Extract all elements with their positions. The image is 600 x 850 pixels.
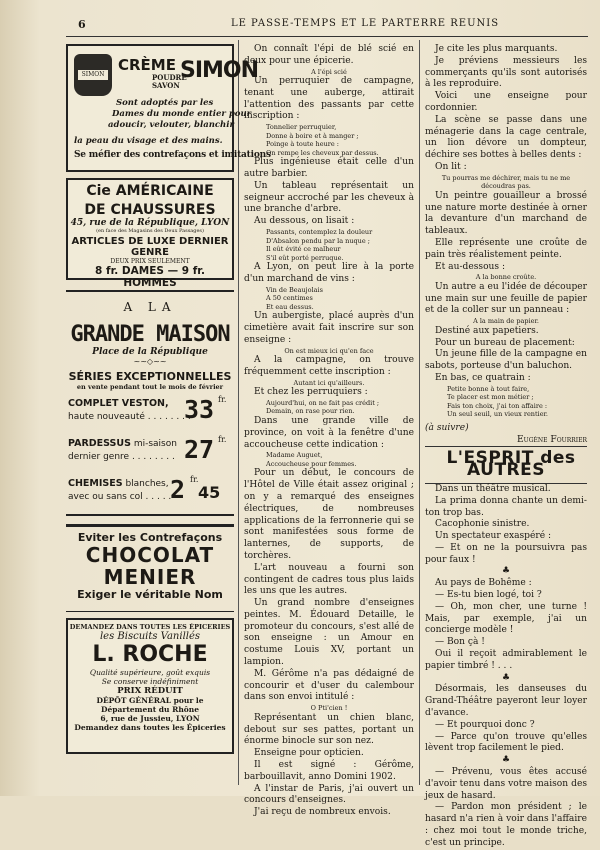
price-cents: 45: [198, 483, 221, 502]
ad-subnote: (en face des Magasins des Deux Passages): [96, 228, 204, 234]
quoted-sign: On est mieux ici qu'en face: [284, 346, 374, 355]
column-divider: [419, 40, 420, 785]
page-header: [0, 18, 600, 34]
ad-qualite: Qualité supérieure, goût exquis: [89, 668, 211, 677]
paragraph: Elle représente une croûte de pain très réalistement peinte.: [425, 237, 587, 260]
ad-place: Place de la République: [92, 347, 208, 357]
quoted-sign: Tu pourras me déchirer, mais tu ne me découdras pas.: [441, 173, 571, 191]
ad-chocolat: CHOCOLAT: [85, 543, 215, 567]
paragraph: Un peintre gouailleur a brossé une nature morte destinée à orner la devanture d'un marchand de tableaux.: [425, 190, 587, 237]
ad-text: Dames du monde entier pour: [112, 109, 252, 119]
paragraph: Et au-dessous :: [435, 261, 506, 272]
ad-simon-brand: SIMON: [180, 58, 259, 83]
ad-entree: en vente pendant tout le mois de février: [76, 383, 224, 391]
paragraph: On lit :: [435, 161, 467, 172]
paragraph: Désormais, les danseuses du Grand-Théâtre payeront leur loyer d'avance.: [425, 684, 587, 719]
paragraph: Un jeune fille de la campagne en sabots, porteuse d'un baluchon.: [425, 349, 587, 372]
paragraph: Pour un bureau de placement:: [435, 337, 575, 348]
verse-quote: Vin de Beaujolais A 50 centimes Et eau dessus.: [266, 285, 323, 311]
paragraph: Plus ingénieuse était celle d'un autre barbier.: [244, 157, 414, 180]
paragraph: A la campagne, on trouve fréquemment cette inscription :: [244, 355, 414, 377]
paragraph: Voici une enseigne pour cordonnier.: [425, 91, 587, 113]
paragraph: Un spectateur exaspéré :: [435, 531, 552, 542]
paragraph: En bas, ce quatrain :: [435, 372, 531, 383]
ad-roche: [66, 618, 234, 754]
verse-quote: Passants, contemplez la douleur D'Absalon pendu par la nuque ; Il eût évité ce malheur S'il eût porté perruque.: [266, 228, 373, 262]
paragraph: Dans une grande ville de province, on voit à la fenêtre d'une accoucheuse cette indication :: [244, 415, 414, 450]
ad-prix: PRIX RÉDUIT: [117, 686, 183, 696]
price-item-sub: avec ou sans col . . . . .: [68, 492, 172, 502]
paragraph: J'ai reçu de nombreux envois.: [254, 807, 391, 818]
quoted-sign: A la bonne croûte.: [475, 273, 537, 282]
page-number: 6: [78, 18, 86, 31]
ad-text: adoucir, velouter, blanchir: [108, 120, 234, 130]
price-unit: fr.: [218, 395, 227, 404]
article-column-1: [244, 44, 414, 819]
paragraph: Au dessous, on lisait :: [254, 216, 355, 227]
paragraph: Représentant un chien blanc, debout sur ses pattes, portant un énorme binocle sur son nez.: [244, 712, 414, 747]
ad-conserve: Se conserve indéfiniment: [101, 677, 199, 686]
separator-icon: ♣: [501, 755, 511, 766]
ad-address: 6, rue de Jussieu, LYON: [100, 714, 200, 723]
paragraph: A Lyon, on peut lire à la porte d'un marchand de vins :: [244, 262, 414, 284]
price-value: 27: [184, 435, 215, 464]
paragraph: La prima donna chante un demi-ton trop bas.: [425, 495, 587, 518]
ad-creme-simon: [66, 44, 271, 172]
ad-series: SÉRIES EXCEPTIONNELLES: [68, 370, 232, 383]
paragraph: Cacophonie sinistre.: [435, 519, 530, 530]
paragraph: Enseigne pour opticien.: [254, 748, 364, 759]
ad-poudre: POUDRE: [152, 73, 187, 82]
page-title: LE PASSE-TEMPS ET LE PARTERRE REUNIS: [230, 18, 500, 29]
advertisement-column: [66, 44, 271, 760]
paragraph: — Pardon mon président ; le hasard n'a rien à voir dans l'affaire : chez moi tout le monde triche, c'est un principe.: [425, 802, 587, 848]
ad-prices: 8 fr. DAMES — 9 fr. HOMMES: [95, 265, 205, 289]
paragraph: — Es-tu bien logé, toi ?: [435, 590, 542, 601]
ornament-icon: ~~◇~~: [133, 357, 167, 366]
ad-cie-subtitle: DE CHAUSSURES: [84, 202, 216, 218]
price-unit: fr.: [218, 435, 227, 444]
price-row: [66, 475, 234, 511]
ad-exiger: Exiger le véritable Nom: [77, 588, 223, 601]
paragraph: Je cite les plus marquants.: [435, 44, 558, 54]
ad-creme-text: CRÈME: [118, 56, 176, 74]
continuation-note: (à suivre): [425, 422, 469, 433]
paragraph: Un tableau représentait un seigneur accroché par les cheveux à une branche d'arbre.: [244, 180, 414, 215]
price-item-sub: dernier genre . . . . . . . .: [68, 452, 175, 462]
ad-depot: DÉPÔT GÉNÉRAL pour le Département du Rhône: [96, 696, 204, 714]
article-column-2: [425, 44, 587, 850]
price-value: 2: [170, 475, 186, 504]
ad-warning: Se méfier des contrefaçons et imitations: [74, 150, 271, 160]
separator-icon: ♣: [501, 566, 511, 577]
paragraph: Un aubergiste, placé auprès d'un cimetière avait fait inscrire sur son enseigne :: [244, 311, 414, 345]
paragraph: — Et pourquoi donc ?: [435, 719, 535, 730]
paragraph: Je préviens messieurs les commerçants qu'ils sont autorisés à les reproduire.: [425, 55, 587, 90]
paragraph: L'art nouveau a fourni son contingent de cadres tous plus laids les uns que les autres.: [244, 562, 414, 597]
ad-text: la peau du visage et des mains.: [74, 136, 223, 146]
verse-quote: Aujourd'hui, on ne fait pas crédit ; Demain, on rase pour rien.: [266, 398, 380, 416]
price-item-label2: mi-saison: [130, 439, 177, 449]
paragraph: On connaît l'épi de blé scié en deux pour une épicerie.: [244, 44, 414, 66]
price-row: [66, 435, 234, 471]
paragraph: Un grand nombre d'enseignes peintes. M. Édouard Detaille, le promoteur du concours, s'est allé de son enseigne : un Amour en costume Louis XV, portant un lampion.: [244, 598, 414, 668]
ad-evitez: Eviter les Contrefaçons: [77, 531, 223, 544]
header-rule: [66, 36, 588, 37]
paragraph: Pour un début, le concours de l'Hôtel de Ville était assez original ; on y a remarqué des enseignes électriques, de nombreuses applications de la ferronnerie qui se sont manifestées sous forme de lanternes, de supports, de torchères.: [244, 468, 414, 561]
paragraph: Un perruquier de campagne, tenant une auberge, attirait l'attention des passants par cette inscription :: [244, 76, 414, 122]
verse-quote: Madame Auguet, Accoucheuse pour femmes.: [266, 451, 357, 468]
paragraph: La scène se passe dans une ménagerie dans la cage centrale, un lion dévore un dompteur, déchire ses bottes à belles dents :: [425, 114, 587, 161]
paragraph: Oui il reçoit admirablement le papier timbré ! . . .: [425, 649, 587, 671]
paragraph: Un autre a eu l'idée de découper une main sur une feuille de papier et de la coller sur un panneau :: [425, 281, 587, 316]
section-heading: L'ESPRIT des AUTRES: [425, 446, 587, 484]
price-unit: fr.: [190, 475, 199, 484]
ad-biscuits: les Biscuits Vanillés: [99, 631, 201, 642]
paragraph: Il est signé : Gérôme, barbouillavit, anno Domini 1902.: [244, 759, 414, 782]
ad-a-la: A LA: [123, 300, 177, 314]
paragraph: Dans un théâtre musical.: [435, 483, 551, 494]
quoted-sign: O Pti'cien !: [310, 704, 348, 713]
cream-jar-icon: SIMON: [74, 54, 112, 96]
paragraph: A l'instar de Paris, j'ai ouvert un concours d'enseignes.: [244, 783, 414, 806]
paragraph: Et chez les perruquiers :: [254, 387, 368, 398]
ad-menier: [66, 524, 234, 612]
ad-deux-prix: DEUX PRIX SEULEMENT: [110, 258, 190, 265]
quoted-sign: A la main de papier.: [473, 317, 539, 326]
author-signature: Eugène Fourrier: [517, 434, 587, 445]
price-item-label: CHEMISES: [68, 478, 123, 489]
paragraph: — Et on ne la poursuivra pas pour faux !: [425, 542, 587, 565]
ad-grande-maison-title: GRANDE MAISON: [70, 322, 230, 347]
price-item-label: PARDESSUS: [68, 438, 131, 449]
ad-menier-brand: MENIER: [103, 565, 197, 589]
ad-articles: ARTICLES DE LUXE DERNIER GENRE: [71, 236, 229, 258]
ad-demandez-bottom: Demandez dans toutes les Épiceries: [74, 723, 226, 732]
paragraph: — Prévenu, vous êtes accusé d'avoir tenu dans votre maison des jeux de hasard.: [425, 767, 587, 801]
paragraph: Au pays de Bohême :: [435, 578, 532, 589]
separator-icon: ♣: [501, 672, 511, 683]
verse-quote: Tonnelier perruquier, Donne à boire et à manger ; Poinge à toute heure : On rempe les cheveux par dessus.: [266, 123, 379, 157]
price-value: 33: [184, 395, 215, 424]
paragraph: — Parce qu'on trouve qu'elles lèvent trop facilement le pied.: [425, 731, 587, 754]
ad-address: 45, rue de la République, LYON: [70, 218, 230, 228]
price-item-label2: blanches,: [122, 479, 169, 489]
ad-demandez: DEMANDEZ DANS TOUTES LES ÉPICERIES: [69, 623, 231, 631]
ad-text: Sont adoptés par les: [116, 98, 214, 108]
paragraph: Destiné aux papetiers.: [435, 325, 539, 336]
paragraph: — Oh, mon cher, une turne ! Mais, par exemple, j'ai un concierge modèle !: [425, 601, 587, 636]
ad-grande-maison: [66, 290, 234, 516]
paragraph: M. Gérôme n'a pas dédaigné de concourir et d'user du calembour dans son envoi intitulé :: [244, 668, 414, 703]
price-item-sub: haute nouveauté . . . . . . . .: [68, 412, 191, 422]
ad-roche-brand: L. ROCHE: [92, 642, 208, 667]
quoted-sign: A l'épi scié: [311, 67, 347, 76]
ad-chaussures: [66, 178, 234, 289]
price-row: [66, 395, 234, 431]
quoted-sign: Autant ici qu'ailleurs.: [293, 378, 365, 387]
price-item-label: COMPLET VESTON,: [68, 398, 169, 409]
verse-quote: Petite bonne à tout faire, Te placer est mon métier ; Fais ton choix, j'ai ton affaire : Un seul seuil, un vieux rentier.: [447, 384, 548, 419]
ad-cie-title: Cie AMÉRICAINE: [86, 183, 214, 199]
paragraph: — Bon çà !: [435, 637, 485, 648]
ad-savon: SAVON: [152, 81, 180, 90]
